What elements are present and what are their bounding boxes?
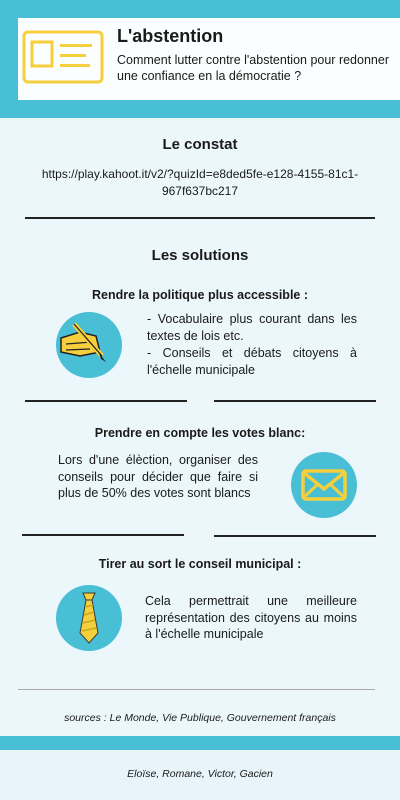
tie-icon <box>56 585 122 651</box>
solution-1-title: Rendre la politique plus accessible : <box>91 288 309 302</box>
solution-1-icon-circle <box>56 312 122 378</box>
constat-heading: Le constat <box>162 136 238 153</box>
solution-2-text: Lors d'une élèction, organiser des conseils pour décider que faire si plus de 50% des votes sont blancs <box>58 453 258 500</box>
divider <box>25 400 187 402</box>
divider <box>25 217 375 219</box>
solutions-heading: Les solutions <box>151 247 249 264</box>
footer-divider <box>18 689 375 690</box>
envelope-icon <box>291 452 357 518</box>
sources-text: sources : Le Monde, Vie Publique, Gouvernement français <box>64 712 336 724</box>
solution-1-line-2: - Conseils et débats citoyens à l'échelle municipale <box>147 346 357 377</box>
solution-2-title: Prendre en compte les votes blanc: <box>94 426 306 440</box>
writing-hand-icon <box>56 312 122 378</box>
id-card-icon <box>22 30 104 84</box>
divider <box>214 400 376 402</box>
divider <box>214 535 376 537</box>
solution-3-title: Tirer au sort le conseil municipal : <box>98 557 302 571</box>
page-title: L'abstention <box>117 26 224 46</box>
solution-3-icon-circle <box>56 585 122 651</box>
authors-text: Eloïse, Romane, Victor, Gacien <box>127 768 273 780</box>
solution-1-line-1: - Vocabulaire plus courant dans les textes de lois etc. <box>147 312 357 343</box>
solution-3-text: Cela permettrait une meilleure représentation des citoyens au moins à l'échelle municipale <box>145 594 357 641</box>
page-subtitle: Comment lutter contre l'abstention pour redonner une confiance en la démocratie ? <box>117 53 389 83</box>
footer-band <box>0 736 400 750</box>
kahoot-link[interactable]: https://play.kahoot.it/v2/?quizId=e8ded5fe-e128-4155-81c1-967f637bc217 <box>41 167 359 198</box>
divider <box>22 534 184 536</box>
solution-2-icon-circle <box>291 452 357 518</box>
